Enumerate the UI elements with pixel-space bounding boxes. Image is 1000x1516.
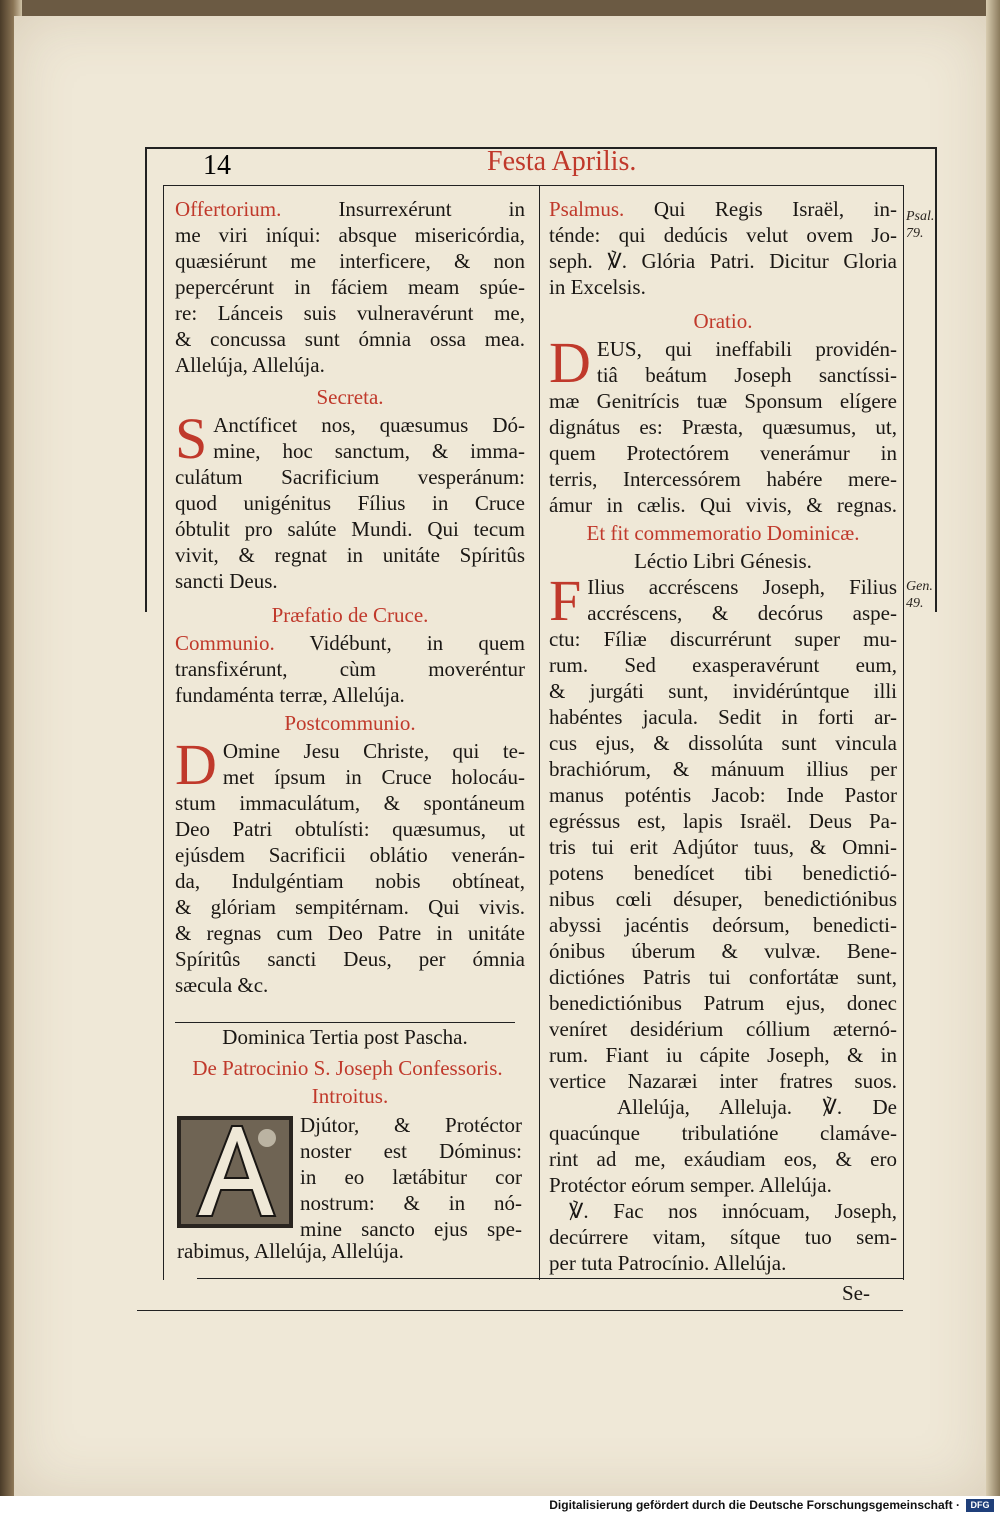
lectio-line: tris tui erit Adjútor tuus, & Omni- [549,835,897,859]
frame-right-rule [935,147,937,612]
offertorium-line: re: Lánceis suis vulneravérunt me, [175,301,525,325]
psalmus-label: Psalmus. [549,197,625,221]
secreta-line: sancti Deus. [175,569,278,593]
dominica-line: Dominica Tertia post Pascha. [222,1025,468,1049]
psalmus-line: in Excelsis. [549,275,646,299]
offertorium-line: Allelúja, Allelúja. [175,353,325,377]
psalmus-line-1: Psalmus. Qui Regis Israël, in- [549,197,897,221]
postcommunio-line: sæcula &c. [175,973,269,997]
communio-label: Communio. [175,631,275,655]
lectio-line: accréscens, & decórus aspe- [587,601,897,625]
margin-psal-label: Psal. [906,209,935,224]
lectio-line: ónibus úberum & vulvæ. Bene- [549,939,897,963]
introitus-text [300,1112,522,1242]
lectio-line: egréssus est, lapis Israël. Deus Pa- [549,809,897,833]
oratio-line: terris, Intercessórem habére mere- [549,467,897,491]
praefatio-heading: Præfatio de Cruce. [271,603,429,627]
catchword: Se- [842,1281,870,1305]
introitus-line: Djútor, & Protéctor [300,1113,522,1137]
offertorium-line: me viri iníqui: absque misericórdia, [175,223,525,247]
margin-gen-label: Gen. [906,579,933,594]
lectio-line: dictiónes Patris tui confortátæ sunt, [549,965,897,989]
oratio-line: tiâ beátum Joseph sanctíssi- [596,363,897,387]
lectio-line: decúrrere vitam, sítque tuo sem- [549,1225,897,1249]
lectio-line: abyssi jacéntis deórsum, benedicti- [549,913,897,937]
offertorium-line-1: Offertorium. Insurrexérunt in [175,197,525,221]
lectio-line: ctu: Fíliæ discurrérunt super mu- [549,627,897,651]
postcommunio-line: Deo Patri obtulísti: quæsumus, ut [175,817,525,841]
lectio-heading: Léctio Libri Génesis. [634,549,812,573]
woodcut-initial-a [177,1116,293,1228]
communio-line: fundaménta terræ, Allelúja. [175,683,405,707]
offertorium-label: Offertorium. [175,197,282,221]
postcommunio-line: ejúsdem Sacrificii oblátio venerán- [175,843,525,867]
inner-left-rule [163,185,164,1280]
section-rule [175,1022,515,1023]
offertorium-line: quæsiérunt me interficere, & non [175,249,525,273]
introitus-line: noster est Dóminus: [300,1139,522,1163]
margin-note-psal [906,208,934,242]
frame-left-rule [145,147,147,612]
drop-cap-d: D [175,732,217,797]
postcommunio-line: Spíritûs sancti Deus, per ómnia [175,947,525,971]
introitus-heading: Introitus. [311,1084,389,1108]
lectio-line: cus ejus, & dissolúta sunt vincula [549,731,897,755]
communio-line: transfixérunt, cùm moveréntur [175,657,525,681]
footer-bar [0,1496,1000,1516]
communio-line-1: Communio. Vidébunt, in quem [175,631,525,655]
introitus-last-line: rabimus, Allelúja, Allelúja. [177,1239,404,1263]
drop-cap-d-oratio: D [549,330,591,395]
margin-note-gen [906,578,933,612]
lectio-line: rum. Sed exasperavérunt eum, [549,653,897,677]
lectio-line: manus poténtis Jacob: Inde Pastor [549,783,897,807]
left-column [175,196,525,998]
woodcut-illustration [177,1116,293,1228]
introitus-line: in eo lætábitur cor [300,1165,522,1189]
running-title: Festa Aprilis. [487,146,637,177]
lectio-line: veníret desidérium cóllium æternó- [549,1017,897,1041]
secreta-line: quod unigénitus Fílius in Cruce [175,491,525,515]
page-bottom-rule [137,1310,903,1311]
right-column [549,196,897,1276]
secreta-line: óbtulit pro salúte Mundi. Qui tecum [175,517,525,541]
lectio-line: rum. Fiant iu cápite Joseph, & in [549,1043,897,1067]
secreta-line: Anctíficet nos, quæsumus Dó- [213,413,525,437]
lectio-line: habéntes jacula. Sedit in forti ar- [549,705,897,729]
dfg-logo: DFG [966,1499,994,1512]
patrocinio-heading: De Patrocinio S. Joseph Confessoris. [192,1056,503,1080]
lectio-line: per tuta Patrocínio. Allelúja. [549,1251,787,1275]
lectio-line: Protéctor eórum semper. Allelúja. [549,1173,832,1197]
introitus-line: mine sancto ejus spe- [300,1217,522,1241]
inner-right-rule [903,185,904,1280]
secreta-line: culátum Sacrificium vesperánum: [175,465,525,489]
lectio-line: quacúnque tribulatióne clamáve- [549,1121,897,1145]
lectio-line: vertice Nazaræi inter fratres suos. [549,1069,897,1093]
drop-cap-s: S [175,406,208,471]
secreta-line: mine, hoc sanctum, & imma- [213,439,525,463]
offertorium-line: & concussa sunt ómnia ossa mea. [175,327,525,351]
psalmus-line: ténde: qui dedúcis velut ovem Jo- [549,223,897,247]
lectio-line: brachiórum, & mánuum illius per [549,757,897,781]
lectio-line: Ilius accréscens Joseph, Filius [587,575,897,599]
oratio-line: quem Protectórem venerámur in [549,441,897,465]
lectio-line: ℣. Fac nos innócuam, Joseph, [569,1199,897,1223]
postcommunio-heading: Postcommunio. [284,711,416,735]
lectio-line: nibus cœli désuper, benedictiónibus [549,887,897,911]
postcommunio-line: & glóriam sempitérnam. Qui vivis. [175,895,525,919]
psalmus-line: seph. ℣. Glória Patri. Dicitur Gloria [549,249,897,273]
secreta-line: vivit, & regnat in unitáte Spíritûs [175,543,525,567]
page-number: 14 [203,150,231,181]
margin-psal-num: 79. [906,226,924,241]
oratio-line: mæ Genitrícis tuæ Sponsum elígere [549,389,897,413]
postcommunio-line: & regnas cum Deo Patre in unitáte [175,921,525,945]
postcommunio-line: stum immaculátum, & spontáneum [175,791,525,815]
oratio-heading: Oratio. [693,309,753,333]
lectio-line: & jurgáti sunt, invidérúntque illi [549,679,897,703]
lectio-line: potens benedícet tibi benedictió- [549,861,897,885]
secreta-heading: Secreta. [316,385,384,409]
frame-header-rule [163,185,903,186]
commemoratio-heading: Et fit commemoratio Dominicæ. [586,521,860,545]
postcommunio-line: Omine Jesu Christe, qui te- [222,739,525,763]
oratio-line: dignátus es: Præsta, quæsumus, ut, [549,415,897,439]
lectio-line: benedictiónibus Patrum ejus, donec [549,991,897,1015]
margin-gen-num: 49. [906,596,924,611]
postcommunio-line: da, Indulgéntiam nobis obtíneat, [175,869,525,893]
lectio-line: Allelúja, Alleluja. ℣. De [617,1095,897,1119]
footer-credit: Digitalisierung gefördert durch die Deutsche Forschungsgemeinschaft · [549,1498,960,1512]
column-divider [539,185,540,1280]
oratio-line: EUS, qui ineffabili providén- [596,337,897,361]
oratio-line: ámur in cælis. Qui vivis, & regnas. [549,493,897,517]
offertorium-line: pepercérunt in fáciem meam spúe- [175,275,525,299]
introitus-line: nostrum: & in nó- [300,1191,522,1215]
bottom-rule [197,1278,903,1279]
page-edge [986,0,1000,1496]
postcommunio-line: met ípsum in Cruce holocáu- [222,765,525,789]
lectio-line: rint ad me, exáudiam eos, & ero [549,1147,897,1171]
drop-cap-f: F [549,568,582,633]
